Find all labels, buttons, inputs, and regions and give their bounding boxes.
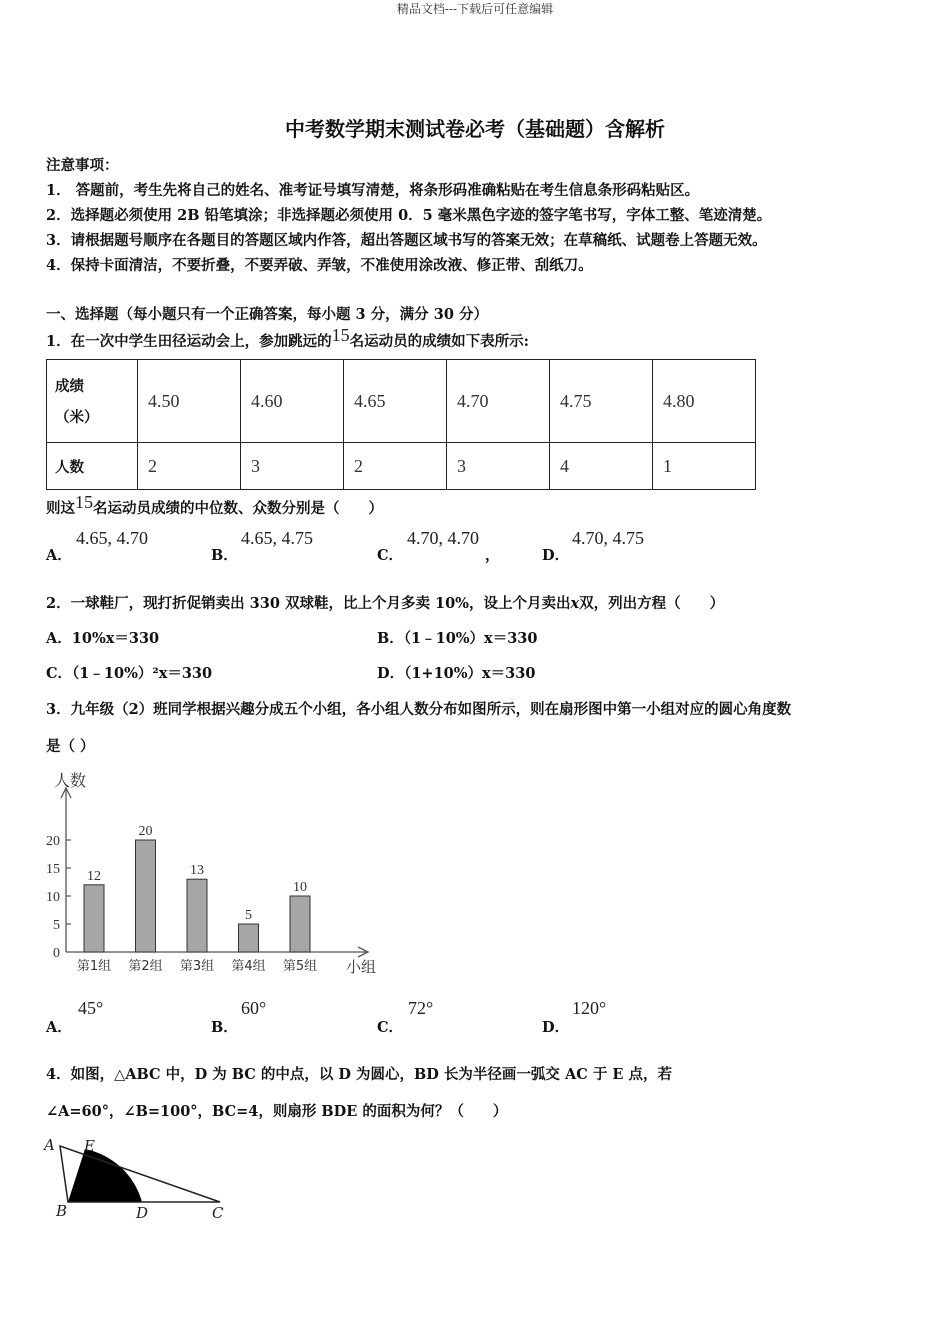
- q1-option-a-label[interactable]: A．: [46, 547, 72, 564]
- q2-option-d[interactable]: [377, 662, 535, 683]
- table-cell: 2: [344, 443, 447, 490]
- label-d: D: [136, 1204, 149, 1222]
- x-axis-label: 小组: [346, 958, 377, 976]
- label-e: E: [84, 1137, 95, 1155]
- q2-stem-part-a: 2．一球鞋厂，现打折促销卖出 330 双球鞋，比上个月多卖 10%，设上个月卖出: [46, 595, 571, 612]
- q2-option-b[interactable]: [377, 627, 537, 648]
- question-3-stem-cont: 是（ ）: [46, 738, 95, 755]
- q3-option-b-value: 60°: [241, 998, 267, 1018]
- q2-option-c-label: C．: [46, 665, 73, 682]
- notice-item: 4．保持卡面清洁，不要折叠，不要弄破、弄皱，不准使用涂改液、修正带、刮纸刀。: [46, 257, 593, 274]
- q2-option-a-value: 10%x＝330: [71, 630, 160, 647]
- q2-stem-part-b: 双，列出方程（ ）: [579, 595, 725, 612]
- table-cell: 4: [550, 443, 653, 490]
- table-cell: 4.65: [344, 360, 447, 443]
- table-cell: 1: [653, 443, 756, 490]
- q2-option-c[interactable]: [46, 662, 212, 683]
- y-axis-label: 人数: [54, 771, 87, 790]
- row-label-line: （米）: [55, 409, 99, 426]
- q1-option-c-label[interactable]: C．: [377, 547, 404, 564]
- table-row: [47, 360, 756, 443]
- x-tick-label: 第5组: [282, 959, 318, 974]
- table-cell: 2: [138, 443, 241, 490]
- table-row: [47, 443, 756, 490]
- bar: [290, 896, 310, 952]
- q1-option-d-label[interactable]: D．: [542, 547, 570, 564]
- q1-ask-count: 15: [75, 492, 93, 512]
- q3-option-a-value: 45°: [78, 998, 104, 1018]
- q3-option-b-label[interactable]: B．: [211, 1019, 238, 1036]
- q2-variable: x: [570, 595, 580, 612]
- bar: [84, 885, 104, 952]
- table-cell: 4.70: [447, 360, 550, 443]
- q1-option-c-comma: ，: [485, 547, 500, 564]
- q1-option-c-value: 4.70, 4.70: [407, 528, 479, 548]
- q1-option-b-label[interactable]: B．: [211, 547, 238, 564]
- label-c: C: [212, 1204, 224, 1222]
- triangle-figure: [40, 1132, 240, 1227]
- notice-item: 3．请根据题号顺序在各题目的答题区域内作答，超出答题区域书写的答案无效；在草稿纸、试题卷上答题无效。: [46, 232, 767, 249]
- y-tick-label: 20: [46, 834, 60, 849]
- y-tick-label: 0: [53, 946, 60, 961]
- q1-stem-part-b: 名运动员的成绩如下表所示:: [349, 333, 529, 350]
- x-tick-label: 第2组: [128, 959, 163, 974]
- q3-option-c-label[interactable]: C．: [377, 1019, 404, 1036]
- notice-heading: 注意事项：: [46, 157, 119, 174]
- y-tick-label: 15: [46, 862, 60, 877]
- page-title: 中考数学期末测试卷必考（基础题）含解析: [285, 117, 665, 141]
- question-2-stem: [46, 592, 724, 613]
- bar-value-label: 13: [190, 863, 204, 879]
- question-4-stem-cont: ∠A=60°，∠B=100°，BC=4，则扇形 BDE 的面积为何？（ ）: [46, 1103, 508, 1120]
- q2-option-c-value: （1﹣10%）²x＝330: [72, 665, 213, 682]
- bar-value-label: 10: [293, 880, 307, 895]
- y-tick-label: 10: [46, 890, 60, 905]
- question-1-stem: [46, 325, 529, 351]
- table-cell: 3: [447, 443, 550, 490]
- bar: [187, 879, 207, 952]
- question-3-stem: 3．九年级（2）班同学根据兴趣分成五个小组，各小组人数分布如图所示，则在扇形图中第一小组对应的圆心角度数: [46, 701, 792, 718]
- q3-option-a-label[interactable]: A．: [46, 1019, 72, 1036]
- q1-ask-part-b: 名运动员成绩的中位数、众数分别是（ ）: [93, 500, 383, 517]
- q3-option-d-value: 120°: [572, 998, 607, 1018]
- q2-option-d-value: （1+10%）x＝330: [404, 665, 536, 682]
- score-table: [46, 359, 756, 490]
- table-cell: 4.60: [241, 360, 344, 443]
- row-label-line: 成绩: [55, 378, 84, 395]
- q2-option-a[interactable]: [46, 627, 159, 648]
- table-row-label: [47, 360, 138, 443]
- q1-option-b-value: 4.65, 4.75: [241, 528, 313, 548]
- x-tick-label: 第4组: [231, 959, 266, 974]
- q3-option-c-value: 72°: [408, 998, 434, 1018]
- table-row-label: 人数: [47, 443, 138, 490]
- page-header: 精品文档---下载后可任意编辑: [396, 2, 554, 16]
- q1-ask-part-a: 则这: [46, 500, 75, 517]
- question-4-stem: 4．如图，△ABC 中，D 为 BC 的中点，以 D 为圆心，BD 长为半径画一弧交 AC 于 E 点，若: [46, 1066, 672, 1083]
- bar: [136, 840, 156, 952]
- q1-option-d-value: 4.70, 4.75: [572, 528, 644, 548]
- label-a: A: [44, 1136, 55, 1154]
- section-heading: 一、选择题（每小题只有一个正确答案，每小题 3 分，满分 30 分）: [46, 306, 488, 323]
- label-b: B: [56, 1202, 68, 1220]
- x-tick-label: 第1组: [76, 959, 112, 974]
- x-tick-label: 第3组: [179, 959, 215, 974]
- q2-option-b-value: （1﹣10%）x＝330: [403, 630, 538, 647]
- q1-option-a-value: 4.65, 4.70: [76, 528, 148, 548]
- q1-stem-part-a: 1．在一次中学生田径运动会上，参加跳远的: [46, 333, 332, 350]
- notice-item: 2．选择题必须使用 2B 铅笔填涂；非选择题必须使用 0．5 毫米黑色字迹的签字笔书写，字体工整、笔迹清楚。: [46, 207, 772, 224]
- q3-option-d-label[interactable]: D．: [542, 1019, 570, 1036]
- y-tick-label: 5: [53, 918, 60, 933]
- q1-count: 15: [331, 325, 350, 345]
- q2-option-b-label: B．: [377, 630, 404, 647]
- bar-value-label: 20: [138, 824, 153, 839]
- bar-value-label: 12: [87, 868, 101, 884]
- table-cell: 3: [241, 443, 344, 490]
- question-1-ask: [46, 492, 383, 518]
- q2-option-a-label: A．: [46, 630, 72, 647]
- table-cell: 4.75: [550, 360, 653, 443]
- q2-option-d-label: D．: [377, 665, 405, 682]
- notice-item: 1． 答题前，考生先将自己的姓名、准考证号填写清楚，将条形码准确粘贴在考生信息条形码粘贴区。: [46, 182, 700, 199]
- table-cell: 4.80: [653, 360, 756, 443]
- bar-chart: [40, 770, 390, 980]
- table-cell: 4.50: [138, 360, 241, 443]
- sector-bde: [68, 1149, 142, 1202]
- bar: [239, 924, 259, 952]
- bar-value-label: 5: [245, 908, 252, 923]
